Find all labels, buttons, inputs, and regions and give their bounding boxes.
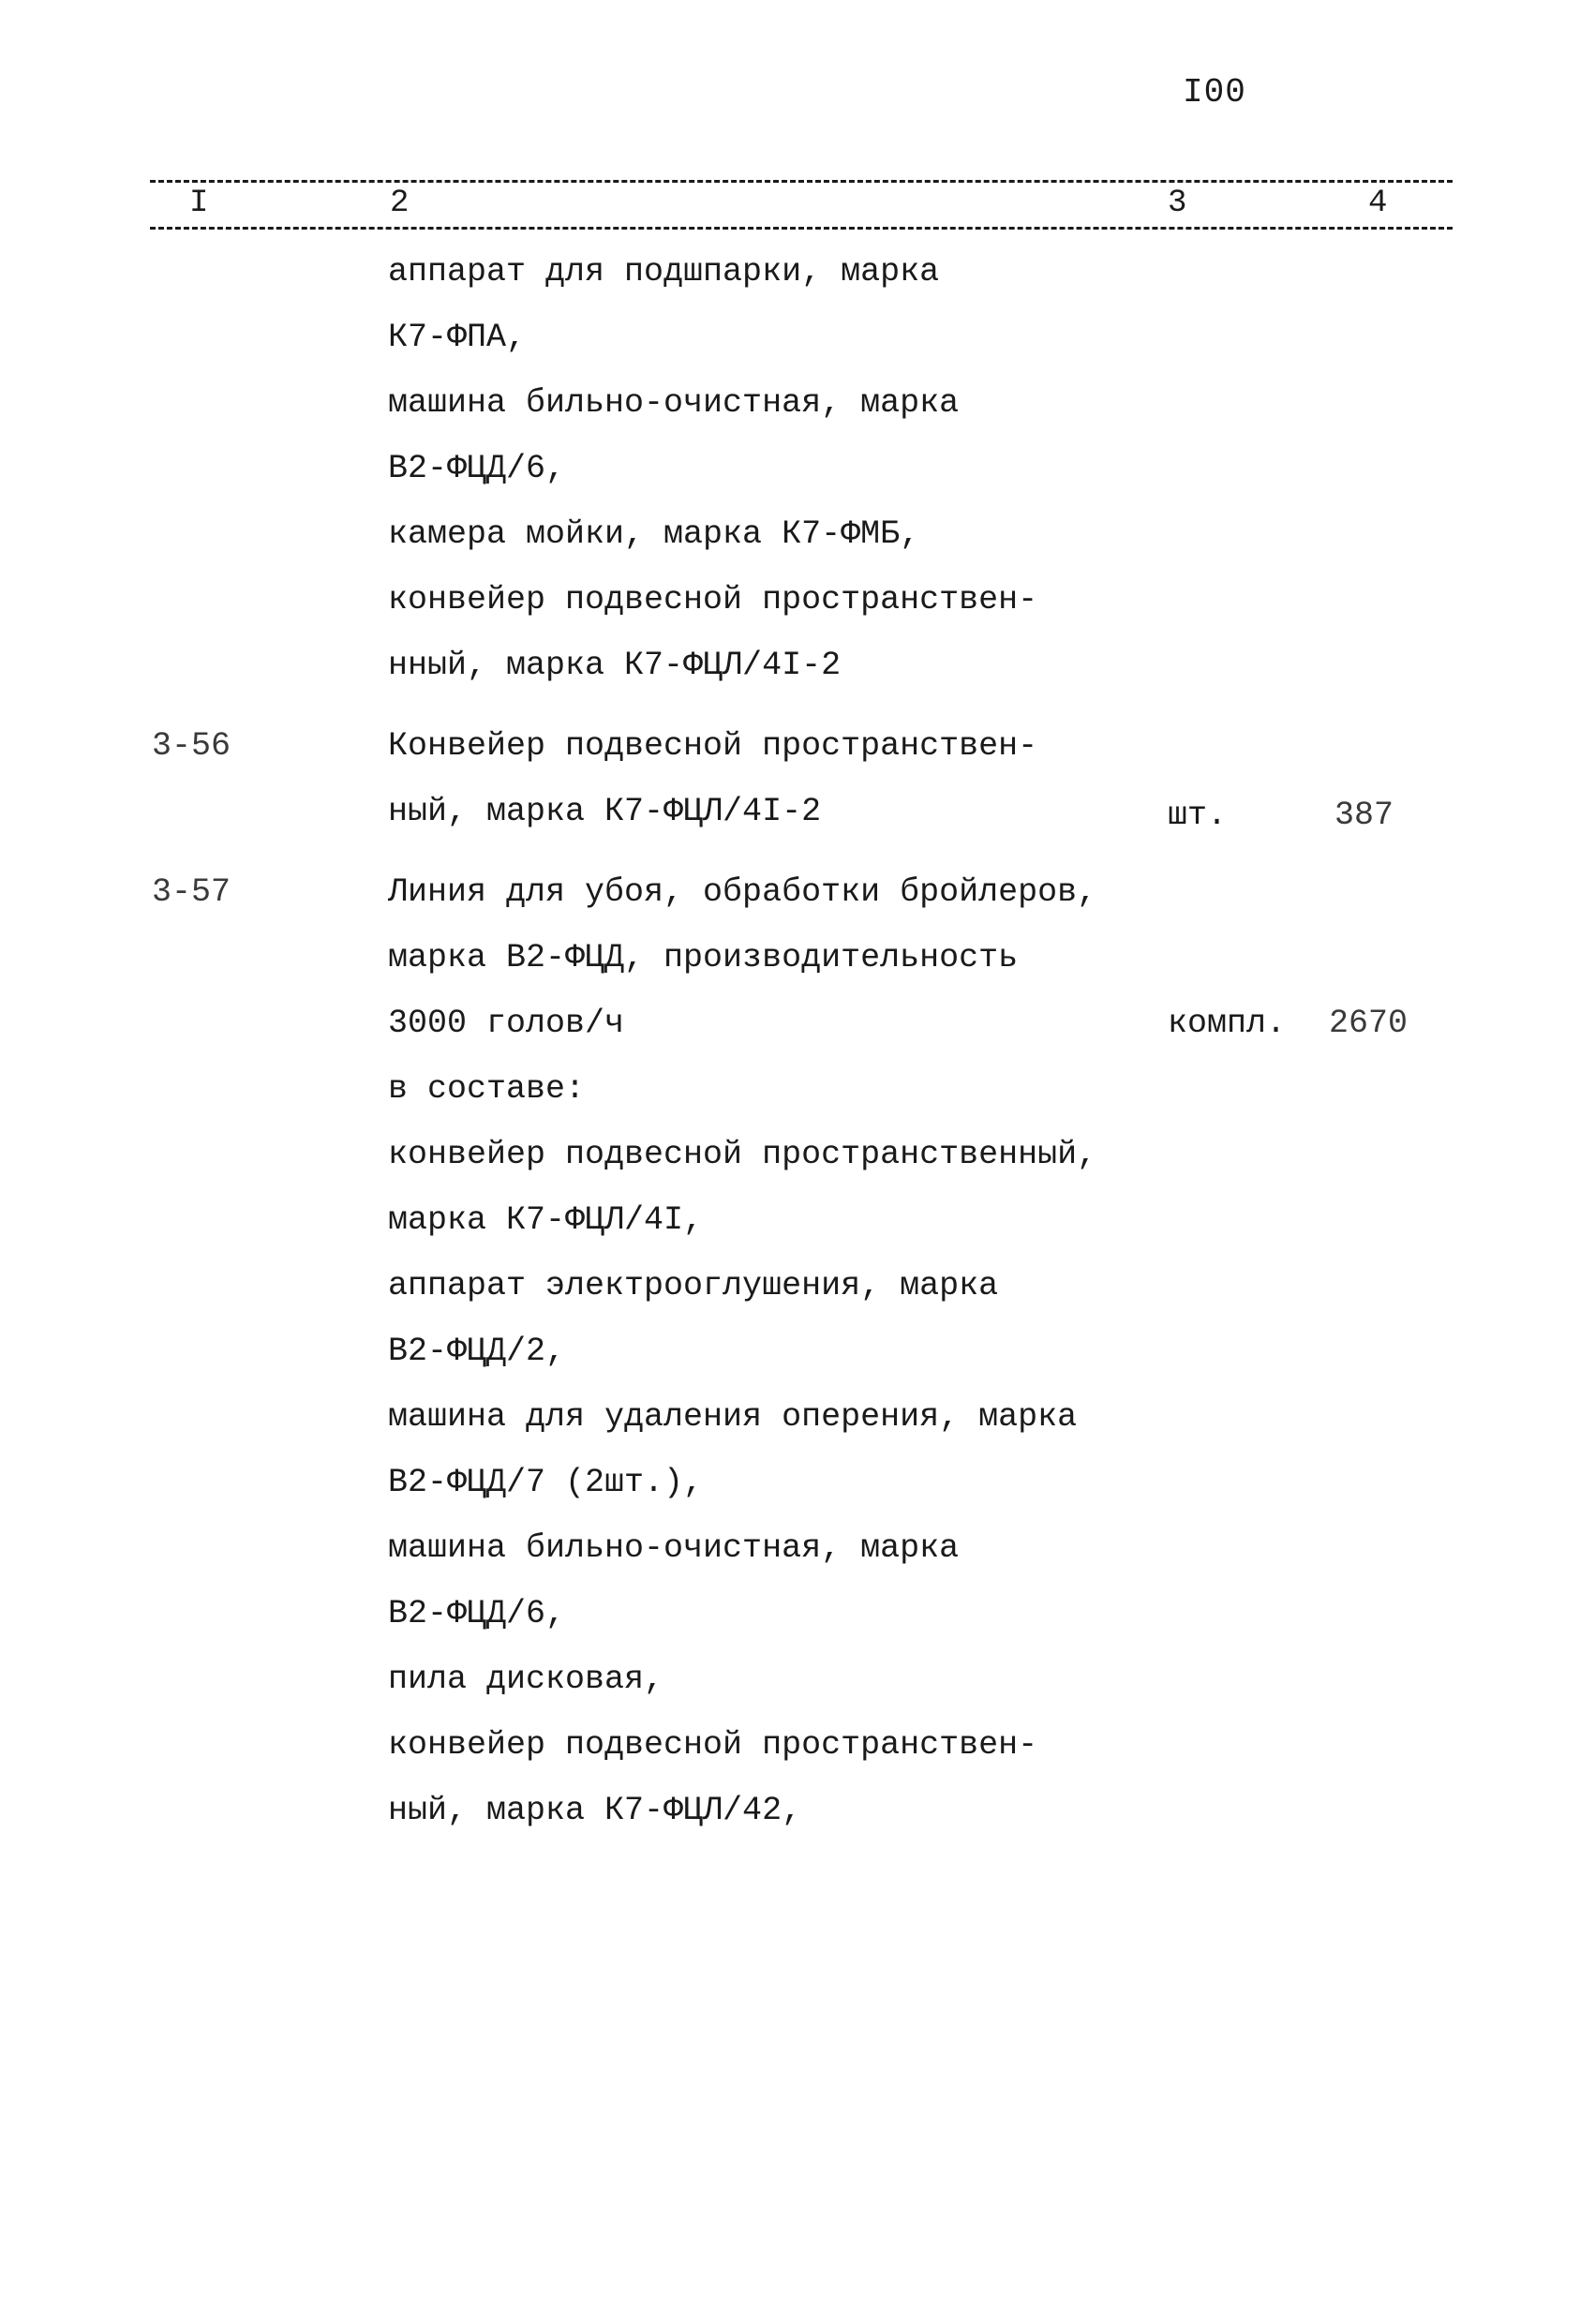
page-number: I00	[1183, 73, 1246, 112]
text-line: В2-ФЦД/2,	[388, 1333, 566, 1370]
text-line: нный, марка К7-ФЦЛ/4I-2	[388, 647, 842, 684]
header-bottom-rule	[150, 227, 1453, 230]
header-top-rule	[150, 180, 1453, 183]
entry-price: 387	[1334, 797, 1394, 834]
text-line: Конвейер подвесной пространствен-	[388, 727, 1038, 765]
text-line: в составе:	[388, 1070, 586, 1108]
text-line: ный, марка К7-ФЦЛ/4I-2	[388, 793, 822, 830]
text-line: аппарат электрооглушения, марка	[388, 1267, 999, 1304]
column-header-1: I	[184, 186, 214, 221]
text-line: К7-ФПА,	[388, 319, 527, 356]
text-line: Линия для убоя, обработки бройлеров,	[388, 873, 1097, 911]
text-line: аппарат для подшпарки, марка	[388, 253, 940, 290]
text-line: 3000 голов/ч	[388, 1005, 625, 1042]
text-line: машина бильно-очистная, марка	[388, 384, 960, 422]
text-line: В2-ФЦД/7 (2шт.),	[388, 1464, 704, 1501]
column-header-4: 4	[1363, 186, 1393, 221]
entry-code: 3-56	[152, 727, 231, 765]
text-line: машина бильно-очистная, марка	[388, 1529, 960, 1567]
text-line: В2-ФЦД/6,	[388, 450, 566, 487]
column-header-3: 3	[1162, 186, 1192, 221]
column-header-2: 2	[384, 186, 414, 221]
text-line: пила дисковая,	[388, 1661, 664, 1698]
text-line: машина для удаления оперения, марка	[388, 1398, 1078, 1436]
text-line: В2-ФЦД/6,	[388, 1595, 566, 1632]
text-line: конвейер подвесной пространствен-	[388, 1726, 1038, 1764]
text-line: марка К7-ФЦЛ/4I,	[388, 1201, 704, 1239]
text-line: камера мойки, марка К7-ФМБ,	[388, 515, 920, 553]
entry-unit: шт.	[1168, 797, 1228, 834]
text-line: марка В2-ФЦД, производительность	[388, 939, 1019, 976]
text-line: конвейер подвесной пространствен-	[388, 581, 1038, 618]
entry-code: 3-57	[152, 873, 231, 911]
text-line: ный, марка К7-ФЦЛ/42,	[388, 1792, 802, 1829]
entry-price: 2670	[1329, 1005, 1409, 1042]
entry-unit: компл.	[1168, 1005, 1287, 1042]
text-line: конвейер подвесной пространственный,	[388, 1136, 1097, 1173]
